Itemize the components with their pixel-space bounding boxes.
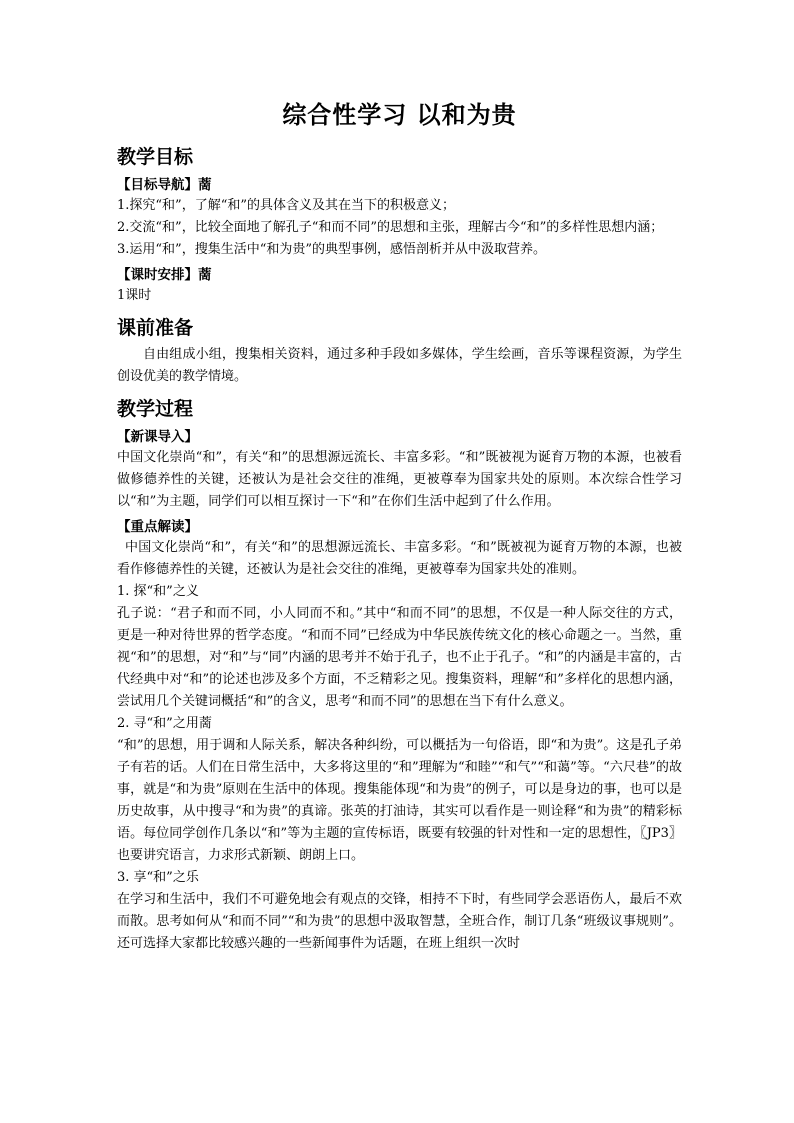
schedule-value: 1课时 <box>117 288 152 303</box>
process-heading: 教学过程 <box>117 398 194 420</box>
objectives-heading: 教学目标 <box>117 146 194 168</box>
part3-title: 3. 享“和”之乐 <box>117 870 199 885</box>
schedule-label: 【课时安排】蔐 <box>117 267 212 283</box>
key-text: 中国文化崇尚“和”，有关“和”的思想源远流长、丰富多彩。“和”既被视为诞育万物的本源，也被看作修德养性的关键，还被认为是社会交往的准绳，更被尊奉为国家共处的准则。 <box>117 540 682 577</box>
prep-heading: 课前准备 <box>117 317 194 339</box>
intro-label: 【新课导入】 <box>117 429 198 445</box>
objective-item-3: 3.运用“和”，搜集生活中“和为贵”的典型事例，感悟剖析并从中汲取营养。 <box>117 242 546 257</box>
part1-title: 1. 探“和”之义 <box>117 584 199 599</box>
objective-item-2: 2.交流“和”，比较全面地了解孔子“和而不同”的思想和主张，理解古今“和”的多样性思想内涵； <box>117 220 664 235</box>
prep-text: 自由组成小组，搜集相关资料，通过多种手段如多媒体，学生绘画，音乐等课程资源，为学生创设优美的教学情境。 <box>117 347 682 384</box>
intro-text: 中国文化崇尚“和”，有关“和”的思想源远流长、丰富多彩。“和”既被视为诞育万物的本源，也被看做修德养性的关键，还被认为是社会交往的准绳，更被尊奉为国家共处的原则。本次综合性学习以“和”为主题，同学们可以相互探讨一下“和”在你们生活中起到了什么作用。 <box>117 450 682 509</box>
part1-text: 孔子说：“君子和而不同，小人同而不和。”其中“和而不同”的思想，不仅是一种人际交往的方式，更是一种对待世界的哲学态度。“和而不同”已经成为中华民族传统文化的核心命题之一。当然，重视“和”的思想，对“和”与“同”内涵的思考并不始于孔子，也不止于孔子。“和”的内涵是丰富的，古代经典中对“和”的论述也涉及多个方面，不乏精彩之见。搜集资料，理解“和”多样化的思想内涵，尝试用几个关键词概括“和”的含义，思考“和而不同”的思想在当下有什么意义。 <box>117 606 682 709</box>
part2-text: “和”的思想，用于调和人际关系，解决各种纠纷，可以概括为一句俗语，即“和为贵”。这是孔子弟子有若的话。人们在日常生活中，大多将这里的“和”理解为“和睦”“和气”“和蔼”等。“六尺巷”的故事，就是“和为贵”原则在生活中的体现。搜集能体现“和为贵”的例子，可以是身边的事，也可以是历史故事，从中搜寻“和为贵”的真谛。张英的打油诗，其实可以看作是一则诠释“和为贵”的精彩标语。每位同学创作几条以“和”等为主题的宣传标语，既要有较强的针对性和一定的思想性，〖JP3〗也要讲究语言，力求形式新颖、朗朗上口。 <box>117 738 682 863</box>
document-title: 综合性学习 以和为贵 <box>282 101 517 129</box>
part2-title: 2. 寻“和”之用蔐 <box>117 716 212 731</box>
objective-item-1: 1.探究“和”，了解“和”的具体含义及其在当下的积极意义； <box>117 198 455 213</box>
part3-text: 在学习和生活中，我们不可避免地会有观点的交锋，相持不下时，有些同学会恶语伤人，最后不欢而散。思考如何从“和而不同”“和为贵”的思想中汲取智慧，全班合作，制订几条“班级议事规则”。还可选择大家都比较感兴趣的一些新闻事件为话题，在班上组织一次时 <box>117 892 682 951</box>
objectives-nav-label: 【目标导航】蔐 <box>117 177 212 193</box>
document-page <box>117 95 682 955</box>
key-label: 【重点解读】 <box>117 519 198 535</box>
